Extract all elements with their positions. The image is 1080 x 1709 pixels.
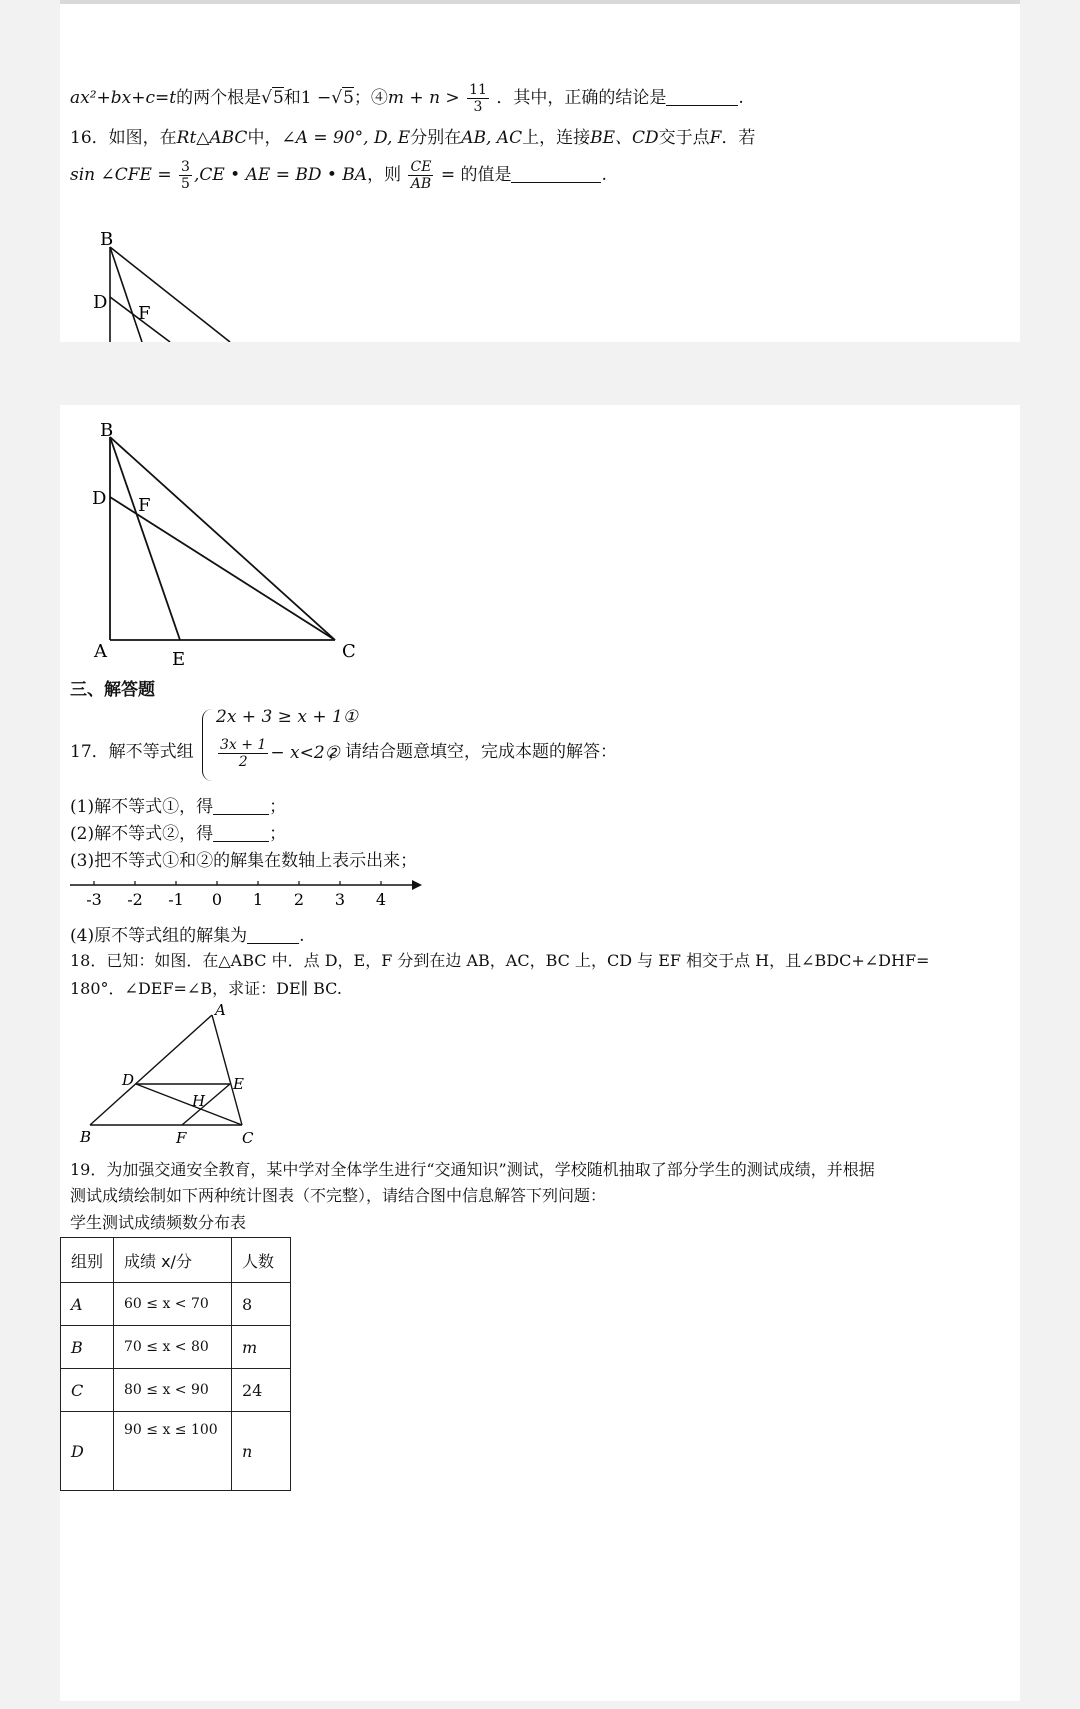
q16-segments: BE、CD (590, 128, 659, 148)
q18-line-1: 18．已知：如图．在△ABC 中．点 D，E，F 分到在边 AB，AC，BC 上，CD 与 EF 相交于点 H，且∠BDC+∠DHF= (70, 951, 930, 970)
table-row (61, 1412, 291, 1491)
group-cell: C (61, 1369, 114, 1412)
section-heading: 三、解答题 (70, 680, 155, 700)
root-2-radicand: 5 (343, 88, 354, 108)
product-equation: ,CE • AE = BD • BA (193, 165, 368, 185)
axis-tick-label: 3 (334, 890, 346, 909)
root-1-radicand: 5 (272, 88, 284, 108)
label-d: D (92, 488, 107, 509)
label-c: C (242, 1129, 254, 1147)
system-brace (202, 709, 213, 781)
label-b: B (100, 229, 114, 250)
range-cell: 70 ≤ x < 80 (114, 1326, 232, 1369)
q17-step-1: (1)解不等式①，得 ； (70, 797, 287, 817)
group-cell: D (61, 1412, 114, 1491)
q16-text: 分别在 (410, 128, 462, 148)
count-cell: 8 (232, 1283, 291, 1326)
number-line (70, 875, 430, 915)
q16-angle-condition: ∠A = 90°, D, E (281, 128, 411, 148)
label-b: B (100, 420, 114, 441)
group-cell: A (61, 1283, 114, 1326)
arrow-head-icon (412, 880, 422, 890)
q16-text: ．若 (721, 128, 756, 148)
inequality-1: 2x + 3 ≥ x + 1① (216, 707, 359, 727)
q15-text-3: ；④ (353, 88, 388, 108)
q16-text: 交于点 (658, 128, 710, 148)
ce-over-ab-fraction: $\frac{CE}{AB}$ (410, 159, 432, 192)
q17-step-4: (4)原不等式组的解集为 . (70, 926, 305, 946)
figure-16-partial (80, 229, 260, 342)
frequency-table (60, 1237, 291, 1491)
step-1-blank (213, 797, 269, 815)
q16-text: 上，连接 (522, 128, 591, 148)
step-4-blank (247, 926, 299, 944)
eleven-thirds-fraction: $\frac{11}{3}$ (469, 82, 487, 115)
axis-tick-label: -1 (168, 890, 184, 909)
q15-text-4: ．其中，正确的结论是 (496, 88, 667, 108)
label-h: H (192, 1092, 206, 1110)
count-cell: 24 (232, 1369, 291, 1412)
label-e: E (172, 649, 186, 670)
figure-16 (80, 415, 440, 675)
q16-text: 中， (247, 128, 282, 148)
range-cell: 90 ≤ x ≤ 100 (114, 1412, 232, 1491)
q19-line-2: 测试成绩绘制如下两种统计图表（不完整），请结合图中信息解答下列问题： (70, 1186, 607, 1205)
label-f: F (138, 495, 151, 516)
q15-text-2: 和1 − (283, 88, 332, 108)
page-card-1 (60, 4, 1020, 342)
q15-inequality: m + n > (387, 88, 460, 108)
group-cell: B (61, 1326, 114, 1369)
quadratic-equation: ax²+bx+c=t (70, 88, 177, 108)
count-cell: m (232, 1326, 291, 1369)
table-header-row (61, 1238, 291, 1283)
q16-answer-blank (511, 165, 601, 183)
q16-line-1 (70, 123, 755, 148)
header-cell: 成绩 x/分 (114, 1238, 232, 1283)
q16-then: ，则 (367, 165, 402, 185)
q16-ask: = 的值是 (440, 165, 512, 185)
axis-tick-label: 4 (375, 890, 387, 909)
table-row (61, 1369, 291, 1412)
table-row (61, 1283, 291, 1326)
label-a: A (215, 1003, 226, 1019)
q17-step-2: (2)解不等式②，得 ； (70, 824, 287, 844)
sine-expression: sin ∠CFE = (70, 165, 172, 185)
header-cell: 人数 (232, 1238, 291, 1283)
q19-line-1: 19．为加强交通安全教育，某中学对全体学生进行“交通知识”测试，学校随机抽取了部分学生的测试成绩，并根据 (70, 1160, 875, 1179)
q17-system (70, 707, 970, 787)
label-d: D (122, 1071, 135, 1089)
count-cell: n (232, 1412, 291, 1491)
axis-tick-label: 0 (211, 890, 223, 909)
q15-conclusion-line: ax²+bx+c=t的两个根是√5和1 −√5；④m + n > $\frac{11}{3}$ ．其中，正确的结论是 . (70, 82, 744, 115)
header-cell: 组别 (61, 1238, 114, 1283)
page-card-2 (60, 405, 1020, 1701)
q15-answer-blank (666, 88, 738, 106)
range-cell: 80 ≤ x < 90 (114, 1369, 232, 1412)
q17-instruction: ，请结合题意填空，完成本题的解答： (328, 742, 617, 762)
q16-number: 16．如图，在 (70, 128, 177, 148)
inequality-2: $\frac{3x + 1}{2}$ − x<2② (220, 737, 340, 770)
q16-line-2 (70, 159, 607, 192)
label-d: D (93, 292, 108, 313)
q17-intro: 17．解不等式组 (70, 742, 194, 762)
figure-18 (70, 1003, 270, 1148)
axis-tick-label: -2 (127, 890, 143, 909)
range-cell: 60 ≤ x < 70 (114, 1283, 232, 1326)
q16-triangle: Rt△ABC (176, 128, 248, 148)
step-2-blank (213, 824, 269, 842)
three-fifths-fraction: $\frac{3}{5}$ (181, 159, 190, 192)
label-f: F (138, 303, 151, 324)
label-f: F (176, 1129, 187, 1147)
q16-period: . (601, 165, 607, 185)
axis-tick-label: -3 (86, 890, 102, 909)
q15-text-1: 的两个根是 (176, 88, 262, 108)
label-c: C (342, 641, 356, 662)
q18-line-2: 180°．∠DEF=∠B，求证：DE∥ BC. (70, 979, 342, 998)
label-b: B (80, 1128, 92, 1146)
axis-tick-label: 2 (293, 890, 305, 909)
axis-tick-label: 1 (252, 890, 264, 909)
table-title: 学生测试成绩频数分布表 (70, 1213, 247, 1232)
q16-sides: AB, AC (461, 128, 523, 148)
q16-point-f: F (709, 128, 722, 148)
label-e: E (233, 1075, 244, 1093)
table-row (61, 1326, 291, 1369)
q17-step-3: (3)把不等式①和②的解集在数轴上表示出来； (70, 851, 418, 871)
q15-period: . (738, 88, 744, 108)
label-a: A (94, 641, 107, 662)
